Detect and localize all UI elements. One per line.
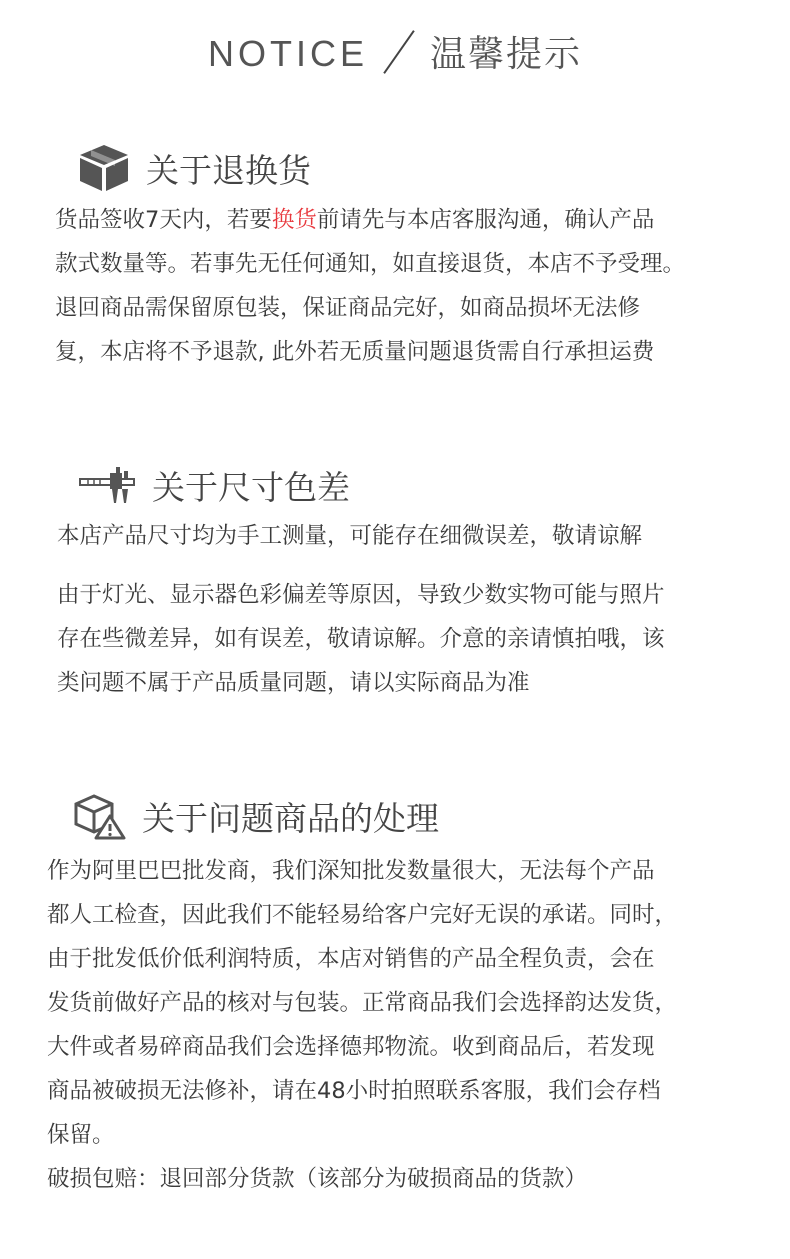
package-box-icon (78, 143, 130, 193)
section-size-body-a (57, 514, 642, 558)
paragraph-line: 发货前做好产品的核对与包装。正常商品我们会选择韵达发货， (47, 990, 678, 1016)
damaged-box-warning-icon (72, 794, 126, 840)
header-english: NOTICE (207, 33, 368, 74)
highlight-text: 换货 (271, 207, 317, 233)
paragraph-line: 存在些微差异，如有误差，敬请谅解。介意的亲请慎拍哦，该 (57, 626, 665, 652)
paragraph-line: 退回商品需保留原包装，保证商品完好，如商品损坏无法修 (55, 295, 641, 321)
section-title-text: 关于退换货 (146, 150, 311, 190)
paragraph-line: 保留。 (47, 1122, 115, 1148)
paragraph-line: 复，本店将不予退款, 此外若无质量问题退货需自行承担运费 (55, 339, 655, 365)
paragraph-line: 破损包赔：退回部分货款（该部分为破损商品的货款） (47, 1166, 588, 1192)
section-returns-title (78, 143, 311, 193)
paragraph-line: 由于灯光、显示器色彩偏差等原因，导致少数实物可能与照片 (57, 582, 665, 608)
section-issues-title (72, 793, 439, 840)
section-title-text: 关于尺寸色差 (152, 468, 350, 507)
section-title-text: 关于问题商品的处理 (142, 799, 439, 838)
notice-header (0, 26, 790, 86)
section-size-title (78, 462, 350, 509)
header-chinese: 温馨提示 (430, 34, 583, 75)
paragraph-line: 本店产品尺寸均为手工测量，可能存在细微误差，敬请谅解 (57, 523, 643, 549)
header-divider (383, 30, 414, 74)
paragraph-line: 货品签收7天内，若要换货前请先与本店客服沟通，确认产品 (55, 207, 655, 233)
paragraph-line: 大件或者易碎商品我们会选择德邦物流。收到商品后，若发现 (47, 1034, 655, 1060)
paragraph-line: 款式数量等。若事先无任何通知，如直接退货，本店不予受理。 (55, 251, 686, 277)
paragraph-line: 类问题不属于产品质量同题，请以实际商品为准 (57, 670, 530, 696)
paragraph-line: 由于批发低价低利润特质，本店对销售的产品全程负责，会在 (47, 946, 655, 972)
section-size-body-b (57, 573, 665, 705)
paragraph-line: 作为阿里巴巴批发商，我们深知批发数量很大，无法每个产品 (47, 858, 655, 884)
paragraph-line: 商品被破损无法修补，请在48小时拍照联系客服，我们会存档 (47, 1078, 661, 1104)
section-issues-body (47, 849, 677, 1201)
section-returns-body (55, 198, 685, 374)
paragraph-line: 都人工检查，因此我们不能轻易给客户完好无误的承诺。同时， (47, 902, 678, 928)
caliper-ruler-icon (78, 465, 136, 507)
